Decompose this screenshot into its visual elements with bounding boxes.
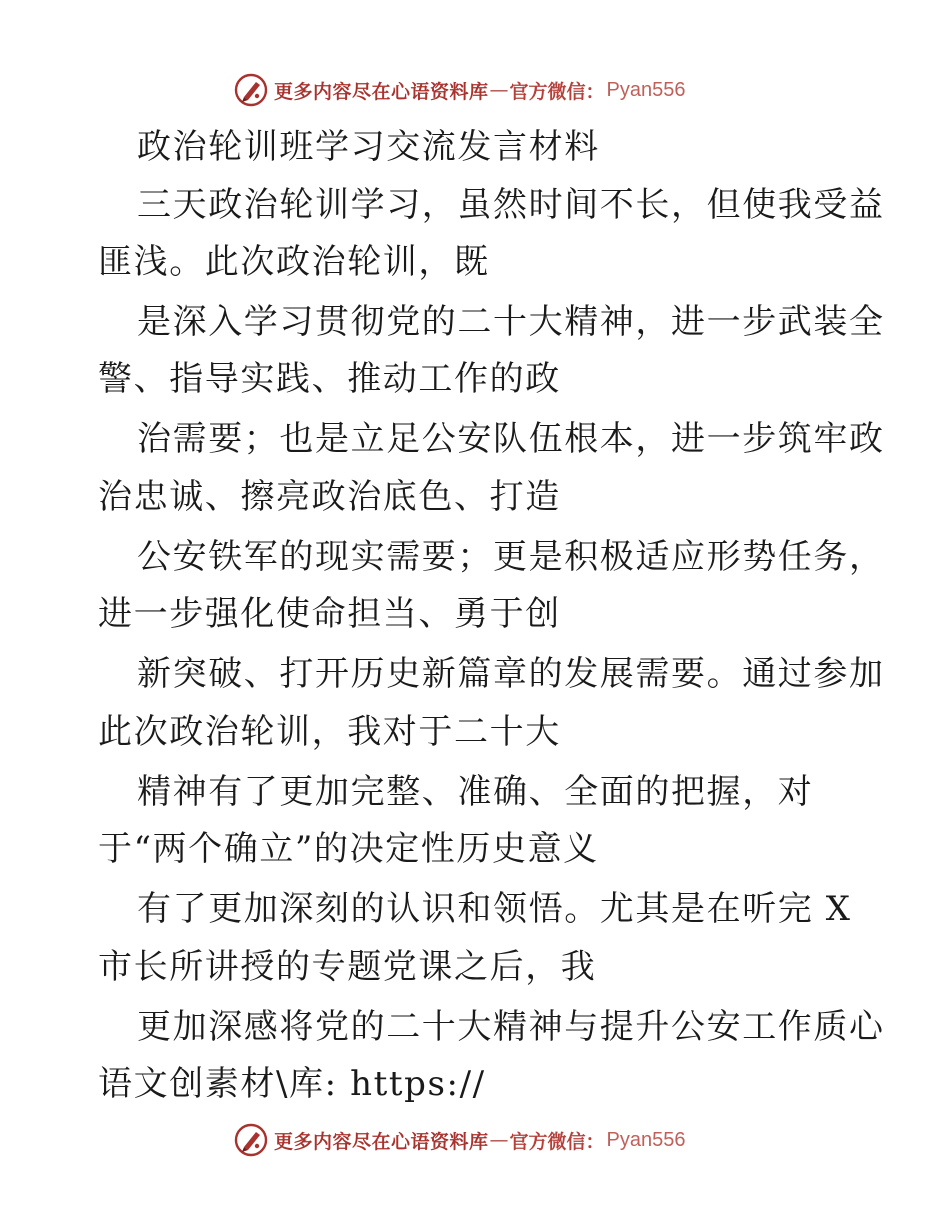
text-line: 于“两个确立”的决定性历史意义 [98,829,599,869]
pen-logo-icon [234,1123,268,1157]
text-line: 有了更加深刻的认识和领悟。尤其是在听完 X [137,889,852,929]
text-line: 进一步强化使命担当、勇于创 [98,594,561,634]
text-line: 更加深感将党的二十大精神与提升公安工作质心 [137,1007,885,1047]
header-banner [234,70,686,110]
text-line: 语文创素材\库: https:// [98,1064,486,1104]
text-line: 治需要；也是立足公安队伍根本，进一步筑牢政 [137,419,885,459]
document-title: 政治轮训班学习交流发言材料 [137,127,600,167]
text-line: 三天政治轮训学习，虽然时间不长，但使我受益 [137,185,885,225]
text-line: 新突破、打开历史新篇章的发展需要。通过参加 [137,654,885,694]
footer-banner-dash: — [489,1129,509,1151]
footer-banner [234,1120,686,1160]
header-banner-text: 更多内容尽在心语资料库 [274,80,489,103]
footer-banner-text: 更多内容尽在心语资料库 [274,1130,489,1153]
text-line: 此次政治轮训，我对于二十大 [98,712,561,752]
text-line: 警、指导实践、推动工作的政 [98,359,561,399]
footer-wechat-id: Pyan556 [606,1128,686,1151]
text-line: 市长所讲授的专题党课之后，我 [98,947,597,987]
header-wechat-id: Pyan556 [606,78,686,101]
text-line: 治忠诚、擦亮政治底色、打造 [98,477,561,517]
text-line: 精神有了更加完整、准确、全面的把握，对 [137,772,814,812]
text-line: 是深入学习贯彻党的二十大精神，进一步武装全 [137,302,885,342]
header-wechat-label: 官方微信： [509,80,605,103]
pen-logo-icon [234,73,268,107]
text-line: 公安铁军的现实需要；更是积极适应形势任务， [137,537,885,577]
header-banner-dash: — [489,79,509,101]
text-line: 匪浅。此次政治轮训，既 [98,242,490,282]
footer-wechat-label: 官方微信： [509,1130,605,1153]
